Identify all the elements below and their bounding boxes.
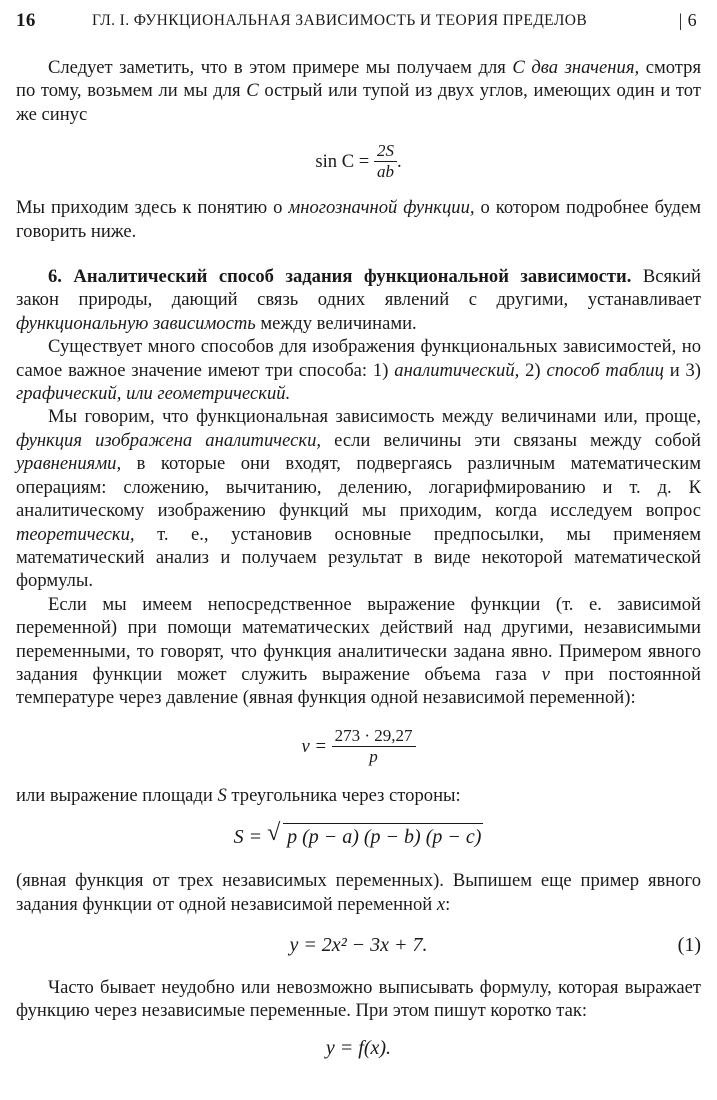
paragraph-multivalued-note: Следует заметить, что в этом примере мы получаем для С два значения, смотря по тому, возьмем ли мы для С острый или тупой из двух углов, имеющих один и тот же синус (16, 57, 702, 125)
formula-quadratic (16, 922, 701, 970)
paragraph-multivalued-function: Мы приходим здесь к понятию о многозначной функции, о котором подробнее будем говорить ниже. (16, 197, 701, 242)
running-title: ГЛ. I. ФУНКЦИОНАЛЬНАЯ ЗАВИСИМОСТЬ И ТЕОРИЯ ПРЕДЕЛОВ (92, 12, 588, 29)
formula-sin-c: sin C = $\frac{2S}{ab}$ . (315, 140, 402, 181)
paragraph-triangle-area: или выражение площади S треугольника через стороны: (16, 784, 461, 806)
equation-number: (1) (677, 934, 701, 957)
formula-y-equals-fx: y = f(x). (325, 1037, 392, 1060)
formula-heron: S = √ p (p − a) (p − b) (p − c) (233, 820, 482, 849)
paragraph-analytic-definition: Мы говорим, что функциональная зависимость между величинами или, проще, функция изображена аналитически, если величины эти связаны между собой уравнениями, в которые они входят, подвергаясь различным математическим операциям: сложению, вычитанию, делению, логарифмированию и т. д. К аналитическому изображению функций мы приходим, когда исследуем вопрос теоретически, т. е., установив основные предпосылки, мы применяем математический анализ и получаем результат в виде некоторой математической формулы. (16, 406, 701, 592)
running-header (16, 10, 701, 34)
section-title: 6. Аналитический способ задания функциональной зависимости. (48, 266, 632, 288)
section-marker: | 6 (678, 10, 697, 30)
square-root: √ p (p − a) (p − b) (p − c) (267, 820, 482, 849)
fraction-volume: $\frac{273 \cdot 29,27}{p}$ (332, 726, 416, 767)
formula-gas-volume: v = $\frac{273 \cdot 29,27}{p}$ (16, 716, 701, 778)
fraction-2s-over-ab: $\frac{2S}{ab}$ (374, 141, 397, 182)
quadratic-expression: y = 2x² − 3x + 7. (289, 934, 428, 957)
paragraph-three-variables: (явная функция от трех независимых переменных). Выпишем еще пример явного задания функции от одной независимой переменной x: (16, 870, 701, 915)
section-6-heading-paragraph: 6. Аналитический способ задания функциональной зависимости. Всякий закон природы, дающий связь одних явлений с другими, устанавливает функциональную зависимость между величинами. (16, 266, 702, 334)
paragraph-explicit-function: Если мы имеем непосредственное выражение функции (т. е. зависимой переменной) при помощи математических действий над другими, независимыми переменными, то говорят, что функция аналитически задана явно. Примером явного задания функции может служить выражение объема газа v при постоянной температуре через давление (явная функция одной независимой переменной): (16, 593, 702, 709)
paragraph-short-notation: Часто бывает неудобно или невозможно выписывать формулу, которая выражает функцию через независимые переменные. При этом пишут коротко так: (16, 976, 701, 1022)
page-number: 16 (16, 10, 36, 31)
page-body (16, 56, 701, 1075)
paragraph-three-methods: Существует много способов для изображения функциональных зависимостей, но самое важное значение имеют три способа: 1) аналитический, 2) способ таблиц и 3) графический, или геометрический. (16, 336, 701, 405)
